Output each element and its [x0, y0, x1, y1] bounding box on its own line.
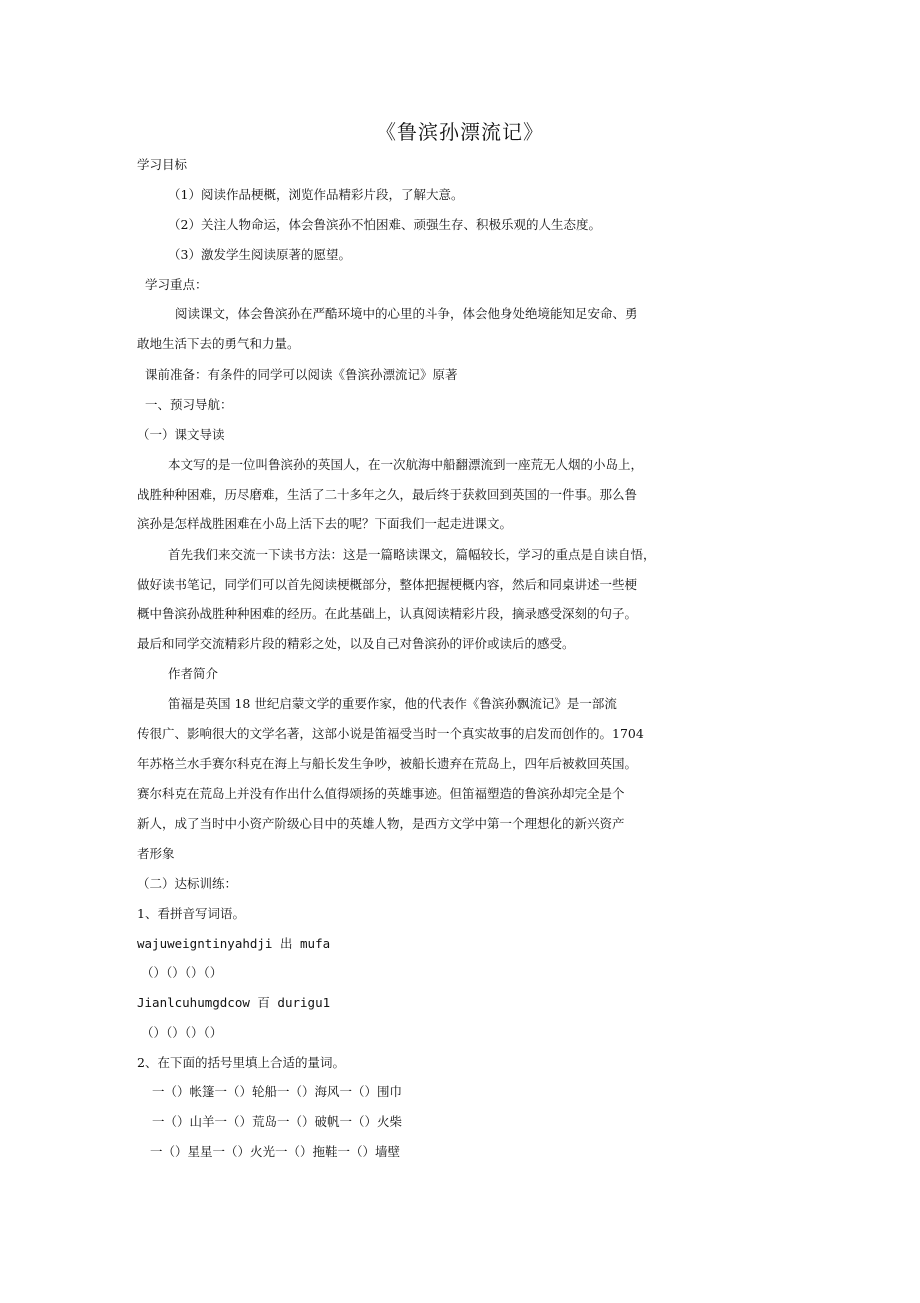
- author-line-6: 者形象: [137, 846, 175, 861]
- goals-heading: 学习目标: [137, 157, 188, 172]
- pinyin-line-1: wajuweigntinyahdji 出 mufa: [137, 936, 331, 951]
- focus-line-2: 敢地生活下去的勇气和力量。: [137, 336, 300, 351]
- method-line-1: 首先我们来交流一下读书方法：这是一篇略读课文，篇幅较长，学习的重点是自读自悟，: [168, 547, 656, 562]
- goal-item-1: （1）阅读作品梗概，浏览作品精彩片段，了解大意。: [168, 187, 464, 202]
- author-line-1: 笛福是英国 18 世纪启蒙文学的重要作家，他的代表作《鲁滨孙飘流记》是一部流: [168, 696, 617, 711]
- author-line-4: 赛尔科克在荒岛上并没有作出什么值得颂扬的英雄事迹。但笛福塑造的鲁滨孙却完全是个: [137, 786, 625, 801]
- author-line-3: 年苏格兰水手赛尔科克在海上与船长发生争吵，被船长遗弃在荒岛上，四年后被救回英国。: [137, 756, 638, 771]
- intro-line-2: 战胜种种困难，历尽磨难，生活了二十多年之久，最后终于获救回到英国的一件事。那么鲁: [137, 487, 638, 502]
- measure-word-line-2: 一（）山羊一（）荒岛一（）破帆一（）火柴: [152, 1114, 403, 1129]
- section-heading-preview: 一、预习导航：: [145, 397, 233, 412]
- method-line-2: 做好读书笔记，同学们可以首先阅读梗概部分，整体把握梗概内容，然后和同桌讲述一些梗: [137, 577, 638, 592]
- subheading-guide: （一）课文导读: [137, 427, 225, 442]
- author-line-2: 传很广、影响很大的文学名著，这部小说是笛福受当时一个真实故事的启发而创作的。1704: [137, 726, 644, 741]
- answer-blanks-2: （）（）（）（）: [141, 1025, 223, 1040]
- measure-word-line-3: 一（）星星一（）火光一（）拖鞋一（）墙壁: [150, 1144, 401, 1159]
- measure-word-line-1: 一（）帐篷一（）轮船一（）海风一（）围巾: [152, 1084, 403, 1099]
- focus-line-1: 阅读课文，体会鲁滨孙在严酷环境中的心里的斗争，体会他身处绝境能知足安命、勇: [175, 306, 638, 321]
- question-1: 1、看拼音写词语。: [137, 906, 245, 921]
- question-2: 2、在下面的括号里填上合适的量词。: [137, 1055, 345, 1070]
- focus-heading: 学习重点：: [145, 277, 208, 292]
- intro-line-1: 本文写的是一位叫鲁滨孙的英国人，在一次航海中船翻漂流到一座荒无人烟的小岛上，: [168, 457, 644, 472]
- method-line-3: 概中鲁滨孙战胜种种困难的经历。在此基础上，认真阅读精彩片段，摘录感受深刻的句子。: [137, 606, 638, 621]
- author-heading: 作者简介: [168, 666, 219, 681]
- author-line-5: 新人，成了当时中小资产阶级心目中的英雄人物，是西方文学中第一个理想化的新兴资产: [137, 816, 625, 831]
- goal-item-3: （3）激发学生阅读原著的愿望。: [168, 247, 351, 262]
- answer-blanks-1: （）（）（）（）: [141, 965, 223, 980]
- prep-line: 课前准备：有条件的同学可以阅读《鲁滨孙漂流记》原著: [145, 367, 458, 382]
- subheading-practice: （二）达标训练：: [137, 876, 238, 891]
- intro-line-3: 滨孙是怎样战胜困难在小岛上活下去的呢？下面我们一起走进课文。: [137, 516, 513, 531]
- document-title: 《鲁滨孙漂流记》: [376, 120, 544, 144]
- goal-item-2: （2）关注人物命运，体会鲁滨孙不怕困难、顽强生存、积极乐观的人生态度。: [168, 217, 601, 232]
- pinyin-line-2: Jianlcuhumgdcow 百 durigu1: [137, 995, 331, 1010]
- method-line-4: 最后和同学交流精彩片段的精彩之处，以及自己对鲁滨孙的评价或读后的感受。: [137, 636, 575, 651]
